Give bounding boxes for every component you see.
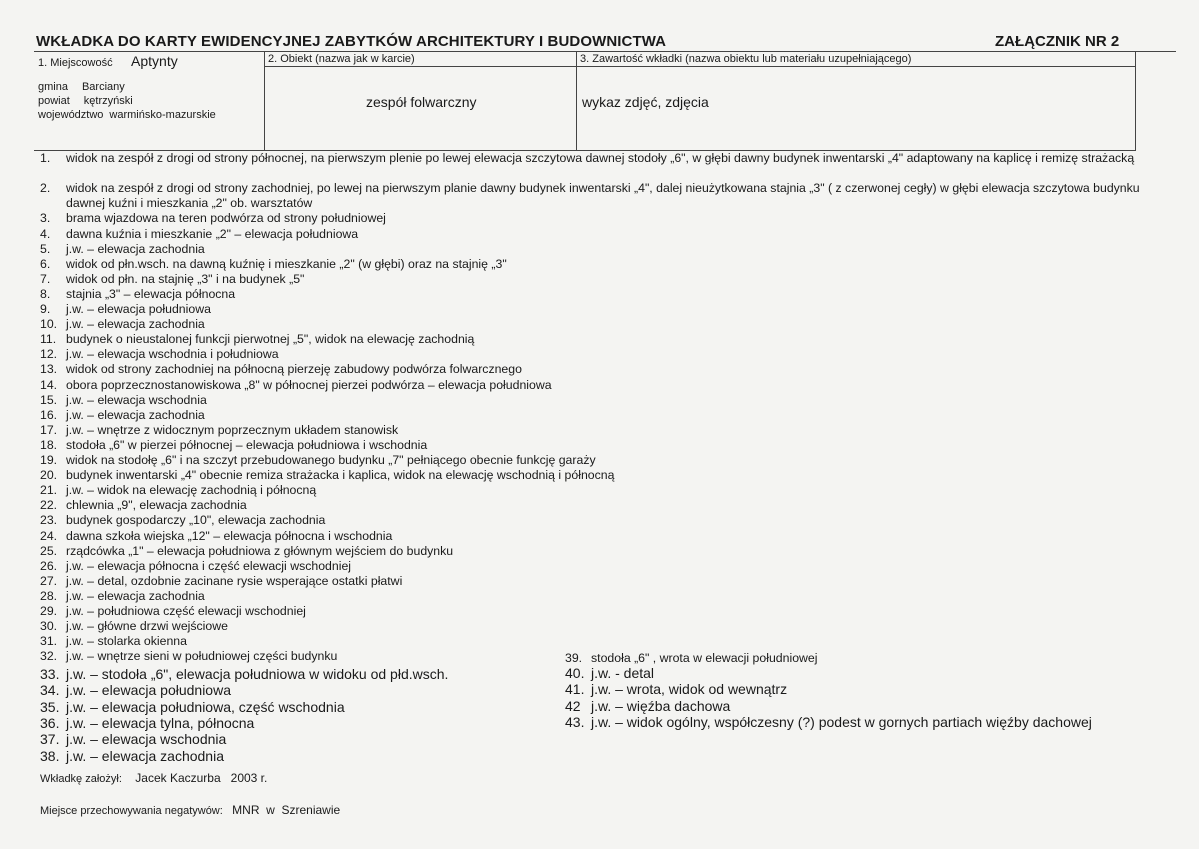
list-item-number: 28. [40,588,58,603]
list-item-text: budynek o nieustalonej funkcji pierwotnej „5", widok na elewację zachodnią [66,332,475,347]
list-item-text: budynek inwentarski „4" obecnie remiza strażacka i kaplica, widok na elewację wschodnią i północną [66,468,615,483]
list-item-number: 17. [40,422,58,437]
list-item [40,559,351,574]
list-item-text: j.w. – detal, ozdobnie zacinane rysie wsperające ostatki płatwi [66,573,403,588]
list-item [40,347,279,362]
list-item-number: 18. [40,437,58,452]
storage-value: MNR w Szreniawie [232,803,341,817]
list-item [40,211,386,226]
list-item-number: 30. [40,619,58,634]
list-item [565,715,1092,730]
list-item-number: 20. [40,468,58,483]
list-item-number: 40. [565,665,585,681]
place-label: 1. Miejscowość [38,57,113,69]
list-item-number: 31. [40,634,58,649]
list-item-number: 29. [40,604,58,618]
list-item-text: dawna kuźnia i mieszkanie „2" – elewacja południowa [66,226,359,241]
list-item-number: 42 [565,697,581,714]
list-item-text: j.w. – widok ogólny, współczesny (?) podest w gornych partiach więźby dachowej [591,713,1092,730]
list-item [40,468,614,483]
list-item-text: widok na zespół z drogi od strony północnej, na pierwszym plenie po lewej elewacja szczytowa dawnej stodoły „6", w głębi dawny budynek inwentarski „4" adaptowany na kaplicę i remizę strażacką [66,151,1135,165]
list-item-number: 27. [40,573,58,588]
list-item [565,682,787,697]
list-item [40,378,552,393]
list-item-text: j.w. – elewacja zachodnia [66,241,205,256]
list-item-text: dawna szkoła wiejska „12" – elewacja północna i wschodnia [66,528,393,543]
list-item [40,227,358,242]
list-item-text: j.w. – południowa część elewacji wschodniej [66,604,306,618]
list-item-number: 4. [40,226,51,241]
list-item-number: 43. [565,713,585,730]
list-item [40,529,392,544]
list-item-text: j.w. – elewacja zachodnia [66,317,205,332]
list-item [40,332,474,347]
list-item-number: 11. [40,332,57,347]
list-item-text: j.w. – wnętrze z widocznym poprzecznym układem stanowisk [66,422,399,437]
annex-label: ZAŁĄCZNIK NR 2 [995,33,1120,50]
list-item-number: 14. [40,377,58,392]
list-item [40,748,224,764]
list-item-text: j.w. – elewacja wschodnia i południowa [66,347,279,362]
list-item-number: 37. [40,731,60,748]
list-item [40,393,207,408]
list-item [40,317,205,332]
list-item [40,649,337,664]
list-item-text: j.w. – wnętrze sieni w południowej części budynku [66,649,338,664]
list-item-number: 3. [40,211,51,226]
list-item-text: widok od płn. na stajnię „3" i na budynek „5" [66,271,305,286]
list-item-number: 39. [565,651,583,665]
list-item [40,302,211,317]
list-item [40,272,304,287]
list-item [40,682,231,698]
list-item-number: 26. [40,558,58,573]
list-item-text: j.w. – elewacja zachodnia [66,407,205,422]
list-item-number: 22. [40,498,58,513]
gmina-value: Barciany [81,81,125,93]
contents-value: wykaz zdjęć, zdjęcia [582,94,709,110]
list-item-text: chlewnia „9", elewacja zachodnia [66,498,247,513]
list-item [40,513,325,528]
list-item-text: j.w. – więźba dachowa [591,697,731,714]
list-item [40,287,235,302]
list-item-number: 23. [40,513,58,528]
list-item [565,699,730,714]
powiat-value: kętrzyński [83,95,133,107]
list-item-text: j.w. - detal [591,665,655,681]
list-item [40,715,254,731]
list-item-text: j.w. – elewacja południowa [66,682,231,699]
list-item-number: 19. [40,453,58,467]
list-item [565,666,654,681]
list-item-text: j.w. – stodoła „6", elewacja południowa w widoku od płd.wsch. [66,666,449,682]
list-item-text: j.w. – widok na elewację zachodnią i północną [66,483,317,498]
list-item-number: 21. [40,483,58,498]
gmina-label: gmina [38,81,68,93]
powiat-label: powiat [38,95,70,107]
list-item [40,544,453,559]
list-item-number: 33. [40,666,60,682]
list-item-text: j.w. – elewacja wschodnia [66,392,207,407]
list-item-number: 13. [40,362,58,377]
list-item-number: 12. [40,347,58,362]
list-item-text: obora poprzecznostanowiskowa „8" w północnej pierzei podwórza – elewacja południowa [66,377,552,392]
list-item-text: stodoła „6" , wrota w elewacji południowej [591,651,818,665]
list-item-number: 15. [40,392,58,407]
list-item-number: 24. [40,528,58,543]
list-item [40,699,345,715]
list-item-number: 25. [40,543,58,558]
list-item-text: rządcówka „1" – elewacja południowa z głównym wejściem do budynku [66,543,454,558]
list-item [40,423,398,438]
document-title: WKŁADKA DO KARTY EWIDENCYJNEJ ZABYTKÓW ARCHITEKTURY I BUDOWNICTWA [36,33,667,50]
list-item-text: stodoła „6" w pierzei północnej – elewacja południowa i wschodnia [66,437,428,452]
list-item [40,604,306,619]
list-item-number: 6. [40,256,51,271]
list-item-text: j.w. – elewacja zachodnia [66,747,224,764]
object-label: 2. Obiekt (nazwa jak w karcie) [268,53,415,65]
list-item [40,453,596,468]
list-item-text: j.w. – elewacja wschodnia [66,731,227,748]
list-item-number: 38. [40,747,60,764]
list-item-number: 34. [40,682,60,699]
voivodeship-value: warmińsko-mazurskie [109,109,216,121]
list-item-text: stajnia „3" – elewacja północna [66,286,236,301]
list-item-text: widok od strony zachodniej na północną pierzeję zabudowy podwórza folwarcznego [66,362,522,377]
list-item-text: widok na zespół z drogi od strony zachodniej, po lewej na pierwszym planie dawny budynek inwentarski „4", dalej nieużytkowana stajnia „3" ( z czerwonej cegły) w głębi elewacja szczytowa budynku dawnej kuźni i mieszkania „2" ob. warsztatów [66,181,1140,211]
list-item [40,408,205,423]
list-item [565,651,818,666]
storage-row [40,803,340,817]
list-item-text: j.w. – główne drzwi wejściowe [66,619,228,634]
list-item [40,257,507,272]
storage-label: Miejsce przechowywania negatywów: [40,805,223,817]
list-item [40,242,205,257]
list-item-text: widok na stodołę „6" i na szczyt przebudowanego budynku „7" pełniącego obecnie funkcję garaży [66,453,596,467]
list-item-number: 7. [40,271,51,286]
list-item [40,666,448,682]
list-item-number: 9. [40,302,51,316]
list-item-number: 36. [40,714,60,731]
list-item [40,619,228,634]
list-item-number: 10. [40,317,58,332]
founder-row [40,771,267,785]
list-item [40,151,1152,166]
list-item-number: 35. [40,698,60,715]
list-item [40,731,226,747]
list-item-text: j.w. – stolarka okienna [66,634,187,649]
founder-value: Jacek Kaczurba 2003 r. [135,771,268,785]
list-item-text: budynek gospodarczy „10", elewacja zachodnia [66,513,326,528]
list-item-text: j.w. – elewacja południowa [66,302,211,316]
list-item [40,438,427,453]
place-value: Aptynty [131,53,178,69]
object-value: zespół folwarczny [366,94,477,110]
list-item-text: brama wjazdowa na teren podwórza od strony południowej [66,211,386,226]
list-item-number: 41. [565,681,585,698]
list-item [40,181,1152,211]
list-item-text: widok od płn.wsch. na dawną kuźnię i mieszkanie „2" (w głębi) oraz na stajnię „3" [66,256,507,271]
list-item-number: 2. [40,181,51,196]
list-item-number: 5. [40,241,51,256]
list-item-text: j.w. – elewacja tylna, północna [66,714,255,731]
list-item [40,574,402,589]
list-item-number: 1. [40,151,51,165]
list-item [40,589,205,604]
list-item-number: 16. [40,407,58,422]
list-item-text: j.w. – elewacja zachodnia [66,588,205,603]
list-item [40,362,522,377]
list-item [40,498,247,513]
list-item-text: j.w. – elewacja północna i część elewacji wschodniej [66,558,352,573]
founder-label: Wkładkę założył: [40,773,122,785]
list-item-text: j.w. – wrota, widok od wewnątrz [591,681,788,698]
contents-label: 3. Zawartość wkładki (nazwa obiektu lub materiału uzupełniającego) [580,53,912,65]
list-item [40,483,316,498]
list-item-number: 8. [40,286,51,301]
list-item-number: 32. [40,649,58,664]
list-item [40,634,187,649]
voivodeship-label: województwo [38,109,104,121]
list-item-text: j.w. – elewacja południowa, część wschodnia [66,698,345,715]
